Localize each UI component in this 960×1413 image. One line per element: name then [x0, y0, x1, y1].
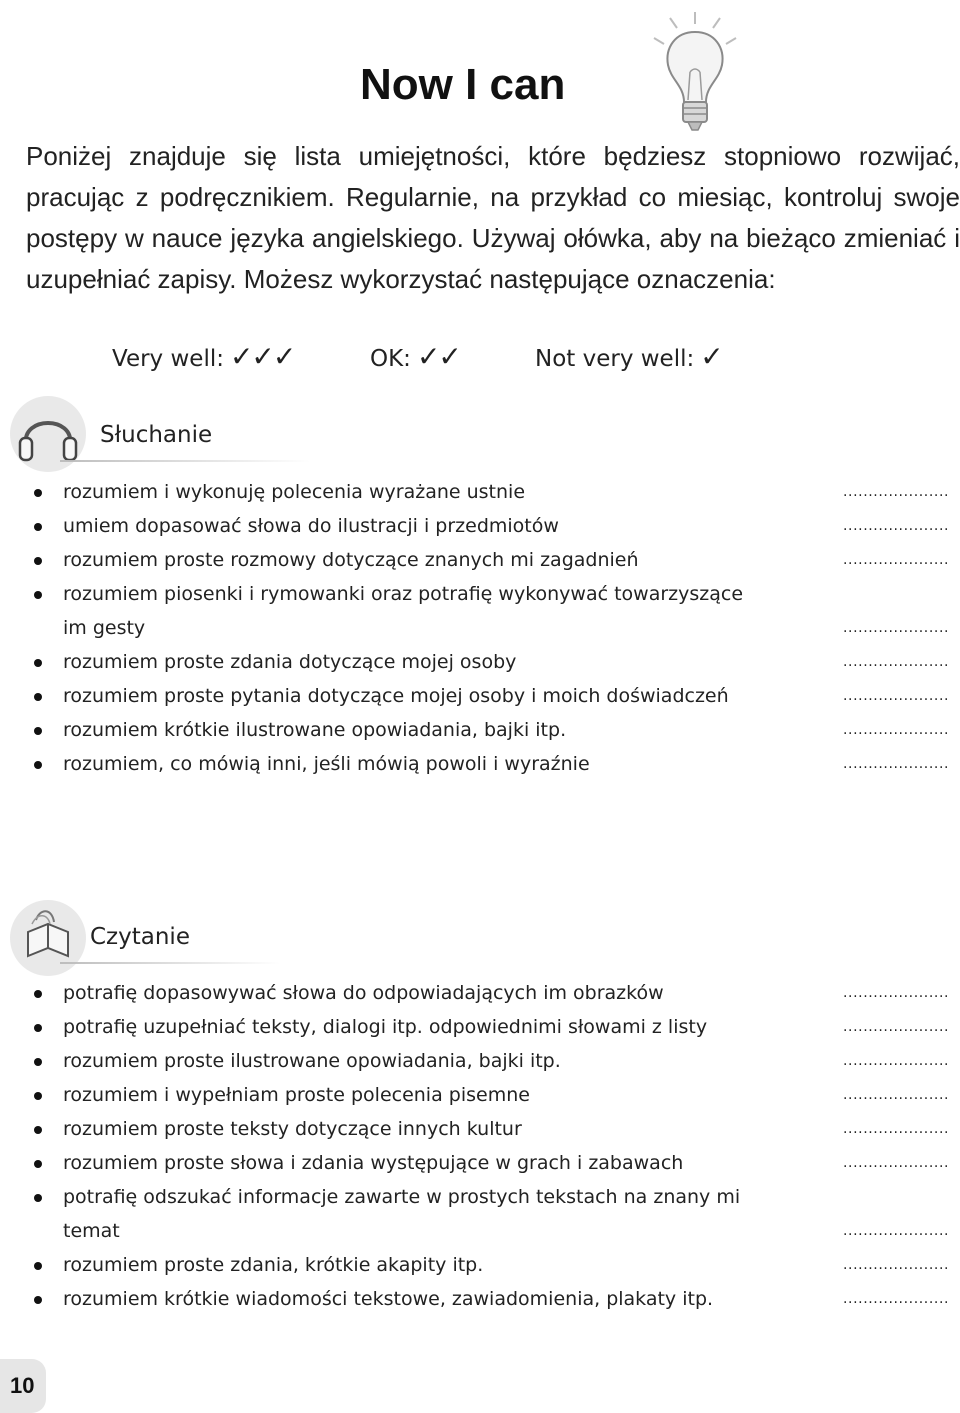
list-item-text: potrafię dopasowywać słowa do odpowiadających im obrazków — [63, 982, 664, 1004]
list-item-text: rozumiem piosenki i rymowanki oraz potrafię wykonywać towarzyszące im gesty — [63, 583, 744, 639]
list-item — [0, 1010, 960, 1044]
single-check-icon: ✓ — [700, 340, 722, 373]
bullet-icon — [34, 990, 42, 998]
rating-blank: ..................... — [843, 985, 950, 1001]
rating-blank: ..................... — [843, 552, 950, 568]
list-item — [0, 509, 960, 543]
rating-blank: ..................... — [843, 756, 950, 772]
list-item-text: rozumiem proste teksty dotyczące innych kultur — [63, 1118, 522, 1140]
rating-blank: ..................... — [843, 1291, 950, 1307]
rating-blank: ..................... — [843, 1155, 950, 1171]
legend-not-very-well — [535, 340, 722, 380]
list-item — [0, 747, 960, 781]
bullet-icon — [34, 557, 42, 565]
list-item-text: rozumiem krótkie wiadomości tekstowe, zawiadomienia, plakaty itp. — [63, 1288, 714, 1310]
list-item-text: rozumiem krótkie ilustrowane opowiadania, bajki itp. — [63, 719, 567, 741]
section-title-czytanie: Czytanie — [90, 924, 190, 950]
headphones-icon — [8, 394, 88, 474]
rating-blank: ..................... — [843, 1121, 950, 1137]
list-item-text: rozumiem proste ilustrowane opowiadania, bajki itp. — [63, 1050, 561, 1072]
list-item — [0, 1282, 960, 1316]
rating-blank: ..................... — [843, 688, 950, 704]
list-item-text: rozumiem proste zdania dotyczące mojej osoby — [63, 651, 517, 673]
rating-blank: ..................... — [843, 1087, 950, 1103]
list-item — [0, 1078, 960, 1112]
bullet-icon — [34, 591, 42, 599]
legend-very-well — [112, 340, 294, 380]
section-title-sluchanie: Słuchanie — [100, 422, 213, 448]
list-item — [0, 679, 960, 713]
bullet-icon — [34, 1126, 42, 1134]
intro-paragraph: Poniżej znajduje się lista umiejętności, które będziesz stopniowo rozwijać, pracując z podręcznikiem. Regularnie, na przykład co miesiąc, kontroluj swoje postępy w nauce języka angielskiego. Używaj ołówka, aby na bieżąco zmieniać i uzupełniać zapisy. Możesz wykorzystać następujące oznaczenia: — [26, 141, 960, 294]
list-item — [0, 475, 960, 509]
list-item — [0, 577, 960, 645]
list-item — [0, 645, 960, 679]
open-book-icon — [8, 898, 88, 978]
rating-blank: ..................... — [843, 518, 950, 534]
rating-blank: ..................... — [843, 484, 950, 500]
section-divider — [60, 460, 310, 462]
rating-blank: ..................... — [843, 1257, 950, 1273]
legend-ok — [370, 340, 460, 380]
double-check-icon: ✓✓ — [416, 340, 460, 373]
list-item-text: potrafię odszukać informacje zawarte w prostych tekstach na znany mi temat — [63, 1186, 741, 1242]
list-item — [0, 713, 960, 747]
bullet-icon — [34, 1092, 42, 1100]
czytanie-list — [0, 976, 960, 1316]
section-divider — [60, 962, 280, 964]
rating-blank: ..................... — [843, 1053, 950, 1069]
legend-not-very-well-label: Not very well: — [535, 346, 695, 372]
list-item — [0, 1146, 960, 1180]
list-item-text: rozumiem i wypełniam proste polecenia pisemne — [63, 1084, 530, 1106]
bullet-icon — [34, 761, 42, 769]
rating-blank: ..................... — [843, 654, 950, 670]
bullet-icon — [34, 523, 42, 531]
triple-check-icon: ✓✓✓ — [229, 340, 295, 373]
bullet-icon — [34, 1058, 42, 1066]
bullet-icon — [34, 727, 42, 735]
bullet-icon — [34, 1160, 42, 1168]
sluchanie-list — [0, 475, 960, 781]
rating-blank: ..................... — [843, 1223, 950, 1239]
list-item-text: rozumiem i wykonuję polecenia wyrażane ustnie — [63, 481, 526, 503]
rating-blank: ..................... — [843, 620, 950, 636]
list-item-text: potrafię uzupełniać teksty, dialogi itp. odpowiednimi słowami z listy — [63, 1016, 708, 1038]
page-number: 10 — [10, 1373, 35, 1398]
list-item-text: umiem dopasować słowa do ilustracji i przedmiotów — [63, 515, 559, 537]
list-item — [0, 1112, 960, 1146]
rating-blank: ..................... — [843, 722, 950, 738]
legend-ok-label: OK: — [370, 346, 411, 372]
list-item — [0, 1180, 960, 1248]
light-bulb-icon — [640, 10, 750, 140]
list-item — [0, 543, 960, 577]
list-item-text: rozumiem proste pytania dotyczące mojej osoby i moich doświadczeń — [63, 685, 729, 707]
bullet-icon — [34, 1024, 42, 1032]
list-item-text: rozumiem, co mówią inni, jeśli mówią powoli i wyraźnie — [63, 753, 590, 775]
bullet-icon — [34, 693, 42, 701]
list-item-text: rozumiem proste zdania, krótkie akapity itp. — [63, 1254, 484, 1276]
list-item — [0, 1044, 960, 1078]
page-title: Now I can — [360, 60, 566, 109]
list-item — [0, 1248, 960, 1282]
list-item — [0, 976, 960, 1010]
page-number-tab — [0, 1359, 46, 1413]
list-item-text: rozumiem proste rozmowy dotyczące znanych mi zagadnień — [63, 549, 639, 571]
bullet-icon — [34, 1262, 42, 1270]
bullet-icon — [34, 1296, 42, 1304]
bullet-icon — [34, 659, 42, 667]
legend-very-well-label: Very well: — [112, 346, 224, 372]
bullet-icon — [34, 1194, 42, 1202]
bullet-icon — [34, 489, 42, 497]
rating-blank: ..................... — [843, 1019, 950, 1035]
list-item-text: rozumiem proste słowa i zdania występujące w grach i zabawach — [63, 1152, 684, 1174]
